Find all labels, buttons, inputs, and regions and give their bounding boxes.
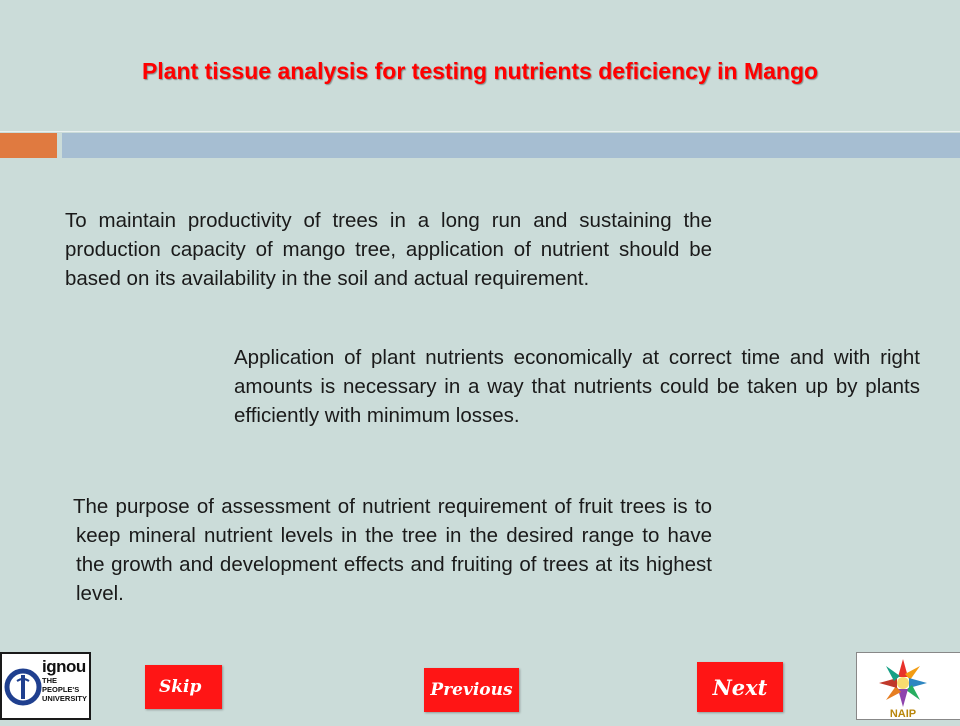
next-button[interactable]: Next xyxy=(697,662,783,712)
ignou-logo-subtext-1: THE PEOPLE'S xyxy=(42,676,80,694)
paragraph-purpose: The purpose of assessment of nutrient requirement of fruit trees is to keep mineral nutrient levels in the tree in the desired range to have the growth and development effects and fruiting of trees at its highest level. xyxy=(73,495,712,605)
slide-title: Plant tissue analysis for testing nutrients deficiency in Mango xyxy=(141,58,819,84)
previous-button[interactable]: Previous xyxy=(424,668,519,712)
naip-logo-text: NAIP xyxy=(889,708,917,720)
paragraph-application: Application of plant nutrients economically at correct time and with right amounts is necessary in a way that nutrients could be taken up by plants efficiently with minimum losses. xyxy=(234,346,920,427)
ignou-emblem-icon xyxy=(4,655,44,719)
skip-button[interactable]: Skip xyxy=(145,665,222,709)
ignou-logo xyxy=(0,652,91,720)
ignou-logo-text: ignou xyxy=(42,657,86,676)
divider-line xyxy=(0,131,960,132)
naip-logo xyxy=(856,652,960,720)
divider-accent-orange xyxy=(0,133,57,158)
naip-emblem-icon xyxy=(857,653,960,721)
divider-bar-blue xyxy=(62,133,960,158)
paragraph-productivity: To maintain productivity of trees in a long run and sustaining the production capacity of mango tree, application of nutrient should be based on its availability in the soil and actual requirement. xyxy=(65,209,712,290)
ignou-logo-subtext-2: UNIVERSITY xyxy=(42,694,88,703)
